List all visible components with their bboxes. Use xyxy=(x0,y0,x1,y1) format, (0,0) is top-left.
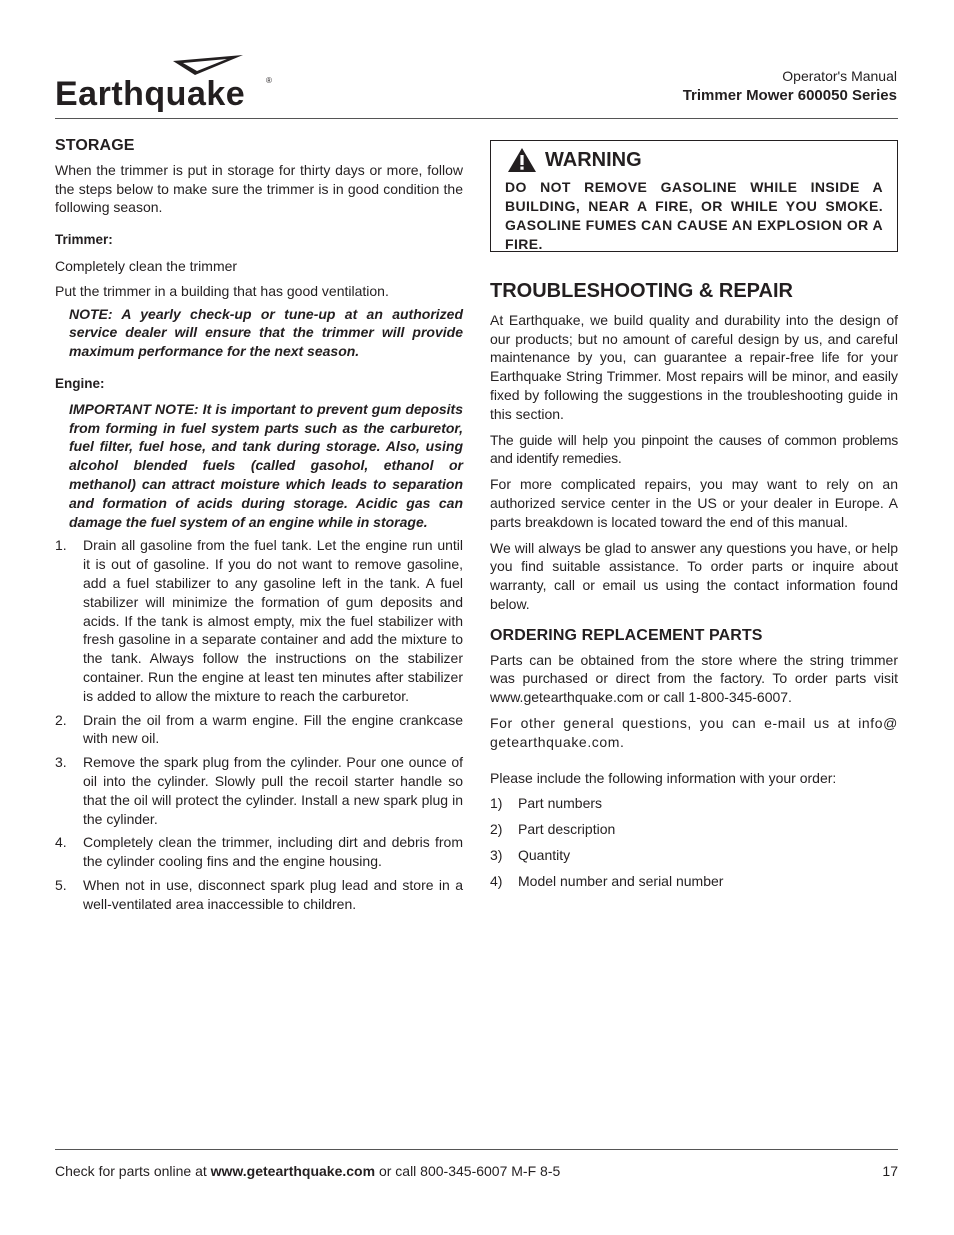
troubleshooting-paragraph: For more complicated repairs, you may want to rely on an authorized service center in the US or your dealer in Europe. A parts breakdown is located toward the end of this manual. xyxy=(490,476,898,530)
footer xyxy=(55,1163,898,1179)
ordering-heading: ORDERING REPLACEMENT PARTS xyxy=(490,626,763,644)
warning-text: DO NOT REMOVE GASOLINE WHILE INSIDE A BUILDING, NEAR A FIRE, OR WHILE YOU SMOKE. GASOLINE FUMES CAN CAUSE AN EXPLOSION OR A FIRE. xyxy=(505,179,883,252)
troubleshooting-paragraph: The guide will help you pinpoint the causes of common problems and identify remedies. xyxy=(490,431,898,467)
storage-section xyxy=(55,137,463,918)
trimmer-line-1: Completely clean the trimmer xyxy=(55,257,238,274)
engine-label: Engine: xyxy=(55,375,105,391)
warning-box xyxy=(490,140,898,252)
logo-registered-mark: ® xyxy=(266,76,272,85)
footer-website-link[interactable]: www.getearthquake.com xyxy=(210,1163,376,1179)
storage-heading: STORAGE xyxy=(55,137,135,154)
header-manual: Operator's Manual xyxy=(782,68,897,84)
ordering-list-item: 4) Model number and serial number xyxy=(490,872,724,889)
ordering-paragraph-1: Parts can be obtained from the store where the string trimmer was purchased or direct from the factory. To order parts visit www.getearthquake.com or call 1-800-345-6007. xyxy=(490,651,898,706)
footer-suffix: or call 800-345-6007 M-F 8-5 xyxy=(375,1163,561,1179)
troubleshooting-paragraph: We will always be glad to answer any questions you have, or help you find suitable assistance. To order parts or inquire about warranty, call or email us using the contact information found below. xyxy=(490,539,898,612)
footer-rule xyxy=(55,1149,898,1150)
ordering-paragraph-2: For other general questions, you can e-mail us at info@ getearthquake.com. xyxy=(490,714,898,750)
logo-wordmark: Earthquake xyxy=(55,75,246,113)
warning-header xyxy=(507,147,883,173)
footer-prefix: Check for parts online at xyxy=(55,1163,211,1179)
storage-step: 4. Completely clean the trimmer, including dirt and debris from the cylinder cooling fins and the engine housing. xyxy=(55,834,463,870)
header-meta xyxy=(683,67,897,106)
ordering-list-item: 1) Part numbers xyxy=(490,795,603,812)
ordering-list-item: 2) Part description xyxy=(490,821,616,838)
warning-title: WARNING xyxy=(545,148,642,171)
storage-step: 5. When not in use, disconnect spark plug lead and store in a well-ventilated area inaccessible to children. xyxy=(55,876,463,912)
right-column xyxy=(490,140,898,898)
troubleshooting-paragraph: At Earthquake, we build quality and durability into the design of our products; but no amount of careful design by us, and careful maintenance by you, can guarantee a repair-free life for your Earthquake String Trimmer. Most repairs will be minor, and easily fixed by following the suggestions in the troubleshooting guide in this section. xyxy=(490,311,898,422)
trimmer-note: NOTE: A yearly check-up or tune-up at an authorized service dealer will ensure that the trimmer will provide maximum performance for the next season. xyxy=(69,305,463,360)
storage-step: 1. Drain all gasoline from the fuel tank. Let the engine run until it is out of gasoline. If you do not want to remove gasoline, add a fuel stabilizer to any gasoline left in the tank. A fuel stabilizer will minimize the formation of gum deposits and acids. If the tank is almost empty, mix the fuel stabilizer with fresh gasoline in a separate container and add the mixture to the tank. Always follow the instructions on the stabilizer container. Run the engine at least ten minutes after stabilizer is added to allow the mixture to reach the carburetor. xyxy=(55,537,463,704)
header-series: Trimmer Mower 600050 Series xyxy=(682,87,897,104)
ordering-paragraph-3: Please include the following information with your order: xyxy=(490,769,837,786)
earthquake-logo xyxy=(55,55,277,115)
ordering-list-item: 3) Quantity xyxy=(490,846,571,863)
trimmer-label: Trimmer: xyxy=(55,232,113,248)
ordering-list xyxy=(490,794,898,890)
troubleshooting-heading: TROUBLESHOOTING & REPAIR xyxy=(490,280,793,302)
header-rule xyxy=(55,118,898,119)
storage-steps xyxy=(55,536,463,913)
storage-step: 2. Drain the oil from a warm engine. Fill the engine crankcase with new oil. xyxy=(55,711,463,747)
storage-intro: When the trimmer is put in storage for thirty days or more, follow the steps below to make sure the trimmer is in good condition the following season. xyxy=(55,161,463,216)
engine-note: IMPORTANT NOTE: It is important to prevent gum deposits from forming in fuel system parts such as the carburetor, fuel filter, fuel hose, and tank during storage. Also, using alcohol blended fuels (called gasohol, ethanol or methanol) can attract moisture which leads to separation and formation of acids during storage. Acidic gas can damage the fuel system of an engine while in storage. xyxy=(69,400,463,530)
storage-step: 3. Remove the spark plug from the cylinder. Pour one ounce of oil into the cylinder. Slowly pull the recoil starter handle so that the oil will protect the cylinder. Install a new spark plug in the cylinder. xyxy=(55,754,463,827)
page-number: 17 xyxy=(882,1163,898,1179)
trimmer-line-2: Put the trimmer in a building that has good ventilation. xyxy=(55,282,389,299)
warning-triangle-icon xyxy=(507,147,537,173)
